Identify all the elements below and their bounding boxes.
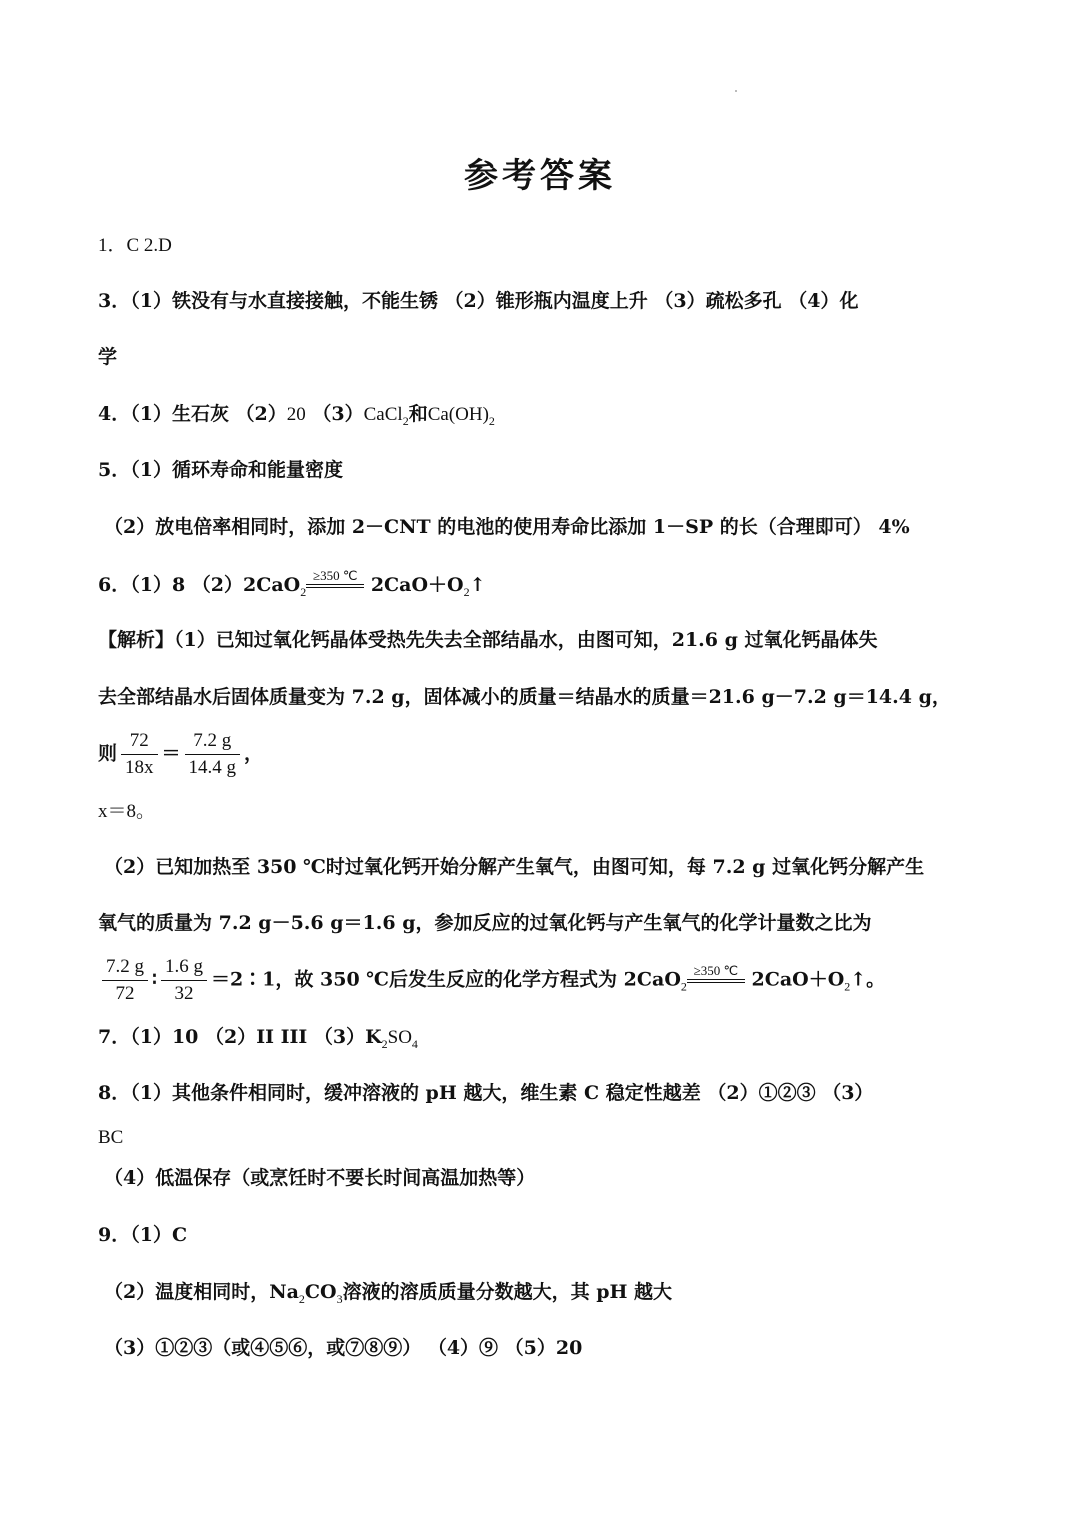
analysis-x-result: x＝8。	[98, 801, 156, 822]
answer-6: 6．（1）8 （2）2CaO$_2$ ≥350 ℃ $2CaO+O_2↑$	[98, 568, 486, 599]
answer-3-line2: 学	[98, 346, 118, 368]
answer-9-line1: 9．（1）C	[98, 1224, 188, 1246]
answer-8-line2: BC	[98, 1127, 124, 1148]
analysis-line2: 去全部结晶水后固体质量变为 7.2 g，固体减小的质量＝结晶水的质量＝21.6 g－7.2 g＝14.4 g，	[98, 686, 951, 708]
page-title: 参考答案	[464, 156, 616, 196]
scan-speck	[735, 90, 737, 92]
reaction-condition-arrow-2: ≥350 ℃	[687, 968, 745, 994]
answer-8-line1: 8．（1）其他条件相同时，缓冲溶液的 pH 越大，维生素 C 稳定性越差 （2）①②③ （3）	[98, 1082, 874, 1104]
fraction-o2: $\frac{1.6 g}{32}$	[161, 954, 207, 1007]
analysis-ratio-line: $\frac{7.2 g}{72}$ ∶ $\frac{1.6 g}{32}$ ＝2∶1，故 350 ℃后发生反应的化学方程式为 2CaO$_2$ ≥350 ℃ $2CaO+O_2↑$。	[98, 954, 885, 1007]
analysis-fraction-line: 则 $\frac{72}{18x}$ ＝ $\frac{7.2 g}{14.4 g}$ ，	[98, 728, 263, 781]
answer-7: 7．（1）10 （2）II III $(3)K_2SO_4$	[98, 1026, 418, 1051]
analysis-line4: 氧气的质量为 7.2 g－5.6 g＝1.6 g，参加反应的过氧化钙与产生氧气的化学计量数之比为	[98, 912, 872, 934]
reaction-condition-arrow: ≥350 ℃	[306, 573, 364, 599]
analysis-line1: 【解析】（1）已知过氧化钙晶体受热先失去全部结晶水，由图可知，21.6 g 过氧化钙晶体失	[98, 629, 878, 651]
answer-5-line2: （2）放电倍率相同时，添加 2－CNT 的电池的使用寿命比添加 1－SP 的长（合理即可） 4%	[104, 516, 910, 538]
answer-3-line1: 3．（1）铁没有与水直接接触，不能生锈 （2）锥形瓶内温度上升 （3）疏松多孔 （4）化	[98, 290, 859, 312]
answer-8-line3: （4）低温保存（或烹饪时不要长时间高温加热等）	[104, 1167, 536, 1189]
fraction-cao2: $\frac{7.2 g}{72}$	[102, 954, 148, 1007]
answer-5-line1: 5．（1）循环寿命和能量密度	[98, 459, 343, 481]
answer-9-line2: （2）温度相同时，$Na_2CO_3$溶液的溶质质量分数越大，其 pH 越大	[104, 1281, 673, 1306]
answer-9-line3: （3）①②③（或④⑤⑥，或⑦⑧⑨） （4）⑨ （5）20	[104, 1337, 583, 1359]
fraction-72-18x: $\frac{72}{18x}$	[121, 728, 158, 781]
answer-1-2: 1．C 2.D	[98, 235, 172, 256]
fraction-mass-ratio: $\frac{7.2 g}{14.4 g}$	[185, 728, 241, 781]
answer-4: 4．（1）生石灰 （2）20 （3）CaCl$_2$和$Ca(OH)_2$	[98, 403, 495, 428]
analysis-line3: （2）已知加热至 350 ℃时过氧化钙开始分解产生氧气，由图可知，每 7.2 g 过氧化钙分解产生	[104, 856, 925, 878]
